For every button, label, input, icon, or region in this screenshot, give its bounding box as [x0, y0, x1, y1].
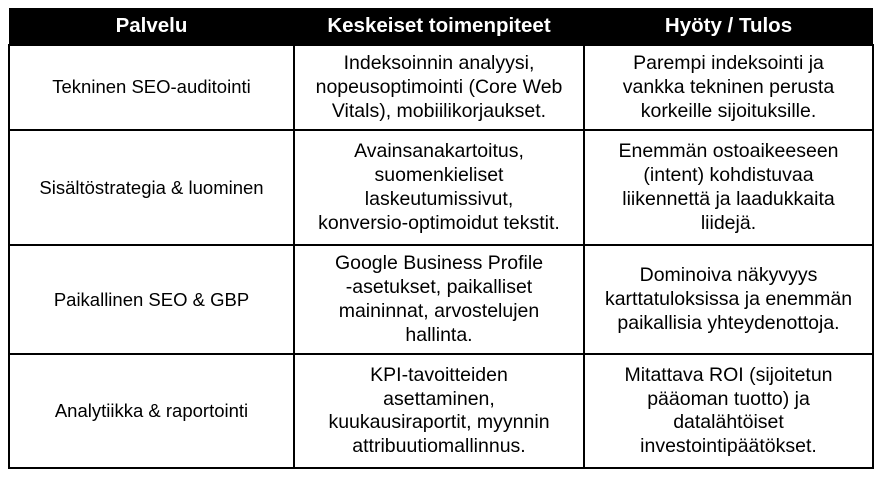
cell-line: Google Business Profile	[334, 252, 544, 275]
cell-benefit	[584, 245, 873, 354]
cell-line: datalähtöiset	[673, 411, 784, 434]
cell-line: nopeusoptimointi (Core Web	[315, 75, 563, 98]
cell-line: Vitals), mobiilikorjaukset.	[331, 99, 547, 122]
cell-line: maininnat, arvostelujen	[338, 299, 540, 322]
cell-line: pääoman tuotto) ja	[647, 387, 810, 410]
cell-line: asettaminen,	[383, 387, 495, 410]
table-row	[9, 245, 873, 354]
cell-line: attribuutiomallinnus.	[352, 435, 526, 458]
cell-line: laskeutumissivut,	[364, 187, 514, 210]
cell-line: -asetukset, paikalliset	[345, 276, 533, 299]
cell-line: liidejä.	[700, 211, 757, 234]
cell-service: Tekninen SEO-auditointi	[9, 45, 294, 130]
cell-line: suomenkieliset	[374, 164, 504, 187]
cell-actions	[294, 45, 584, 130]
cell-line: investointipäätökset.	[640, 435, 817, 458]
column-header-service: Palvelu	[9, 8, 294, 45]
cell-line: paikallisia yhteydenottoja.	[617, 311, 840, 334]
cell-line: konversio-optimoidut tekstit.	[318, 211, 560, 234]
cell-actions	[294, 354, 584, 468]
cell-service: Analytiikka & raportointi	[9, 354, 294, 468]
cell-line: kuukausiraportit, myynnin	[328, 411, 550, 434]
cell-benefit	[584, 45, 873, 130]
cell-line: (intent) kohdistuvaa	[643, 164, 814, 187]
cell-line: korkeille sijoituksille.	[640, 99, 817, 122]
cell-line: Enemmän ostoaikeeseen	[618, 140, 839, 163]
cell-actions	[294, 245, 584, 354]
services-table	[8, 8, 874, 469]
services-table-container	[8, 8, 872, 462]
cell-line: liikennettä ja laadukkaita	[622, 187, 835, 210]
cell-line: hallinta.	[405, 323, 473, 346]
cell-line: karttatuloksissa ja enemmän	[604, 288, 853, 311]
table-header	[9, 8, 873, 45]
cell-line: Mitattava ROI (sijoitetun	[624, 363, 833, 386]
cell-benefit	[584, 354, 873, 468]
cell-benefit	[584, 130, 873, 245]
cell-line: Parempi indeksointi ja	[633, 52, 824, 74]
cell-service: Sisältöstrategia & luominen	[9, 130, 294, 245]
cell-line: KPI-tavoitteiden	[370, 363, 508, 386]
cell-service: Paikallinen SEO & GBP	[9, 245, 294, 354]
column-header-benefit: Hyöty / Tulos	[584, 8, 873, 45]
table-row	[9, 45, 873, 130]
table-row	[9, 354, 873, 468]
table-body	[9, 45, 873, 468]
cell-line: vankka tekninen perusta	[622, 75, 835, 98]
cell-line: Indeksoinnin analyysi,	[343, 52, 535, 74]
cell-actions	[294, 130, 584, 245]
cell-line: Avainsanakartoitus,	[354, 140, 524, 163]
table-header-row	[9, 8, 873, 45]
cell-line: Dominoiva näkyvyys	[639, 264, 818, 287]
table-row	[9, 130, 873, 245]
column-header-actions: Keskeiset toimenpiteet	[294, 8, 584, 45]
